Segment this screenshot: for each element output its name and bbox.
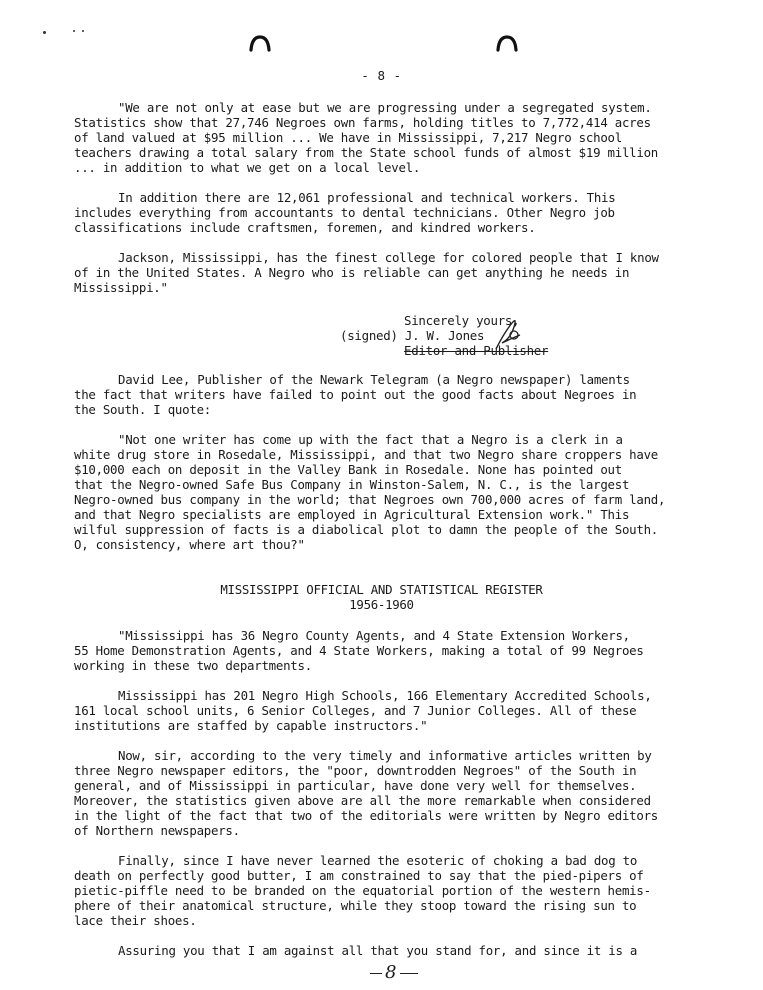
signature-name: J. W. Jones (404, 328, 485, 343)
letter-body-top (74, 100, 694, 310)
text-line: 161 local school units, 6 Senior Colleges, and 7 Junior Colleges. All of these (74, 703, 637, 718)
text-line: general, and of Mississippi in particular, have done very well for themselves. (74, 778, 637, 793)
text-line: that the Negro-owned Safe Bus Company in Winston-Salem, N. C., is the largest (74, 477, 630, 492)
text-line: includes everything from accountants to dental technicians. Other Negro job (74, 205, 615, 220)
paragraph (74, 190, 694, 235)
text-line: Statistics show that 27,746 Negroes own farms, holding titles to 7,772,414 acres (74, 115, 651, 130)
paragraph (74, 853, 694, 928)
text-line: "Mississippi has 36 Negro County Agents, and 4 State Extension Workers, (118, 628, 630, 643)
paragraph (74, 688, 694, 733)
paragraph (74, 943, 694, 958)
text-line: teachers drawing a total salary from the State school funds of almost $19 million (74, 145, 658, 160)
text-line: in the light of the fact that two of the editorials were written by Negro editors (74, 808, 658, 823)
text-line: Moreover, the statistics given above are all the more remarkable when considered (74, 793, 651, 808)
text-line: Mississippi has 201 Negro High Schools, 166 Elementary Accredited Schools, (118, 688, 652, 703)
text-line: working in these two departments. (74, 658, 312, 673)
signature-title: Editor and Publisher (404, 343, 549, 358)
dash-mark (370, 973, 382, 974)
text-line: $10,000 each on deposit in the Valley Bank in Rosedale. None has pointed out (74, 462, 622, 477)
letter-body-bottom (74, 628, 694, 973)
text-line: of Northern newspapers. (74, 823, 240, 838)
text-line: phere of their anatomical structure, while they stoop toward the rising sun to (74, 898, 637, 913)
text-line: wilful suppression of facts is a diabolical plot to damn the people of the South. (74, 522, 658, 537)
text-line: classifications include craftsmen, foremen, and kindred workers. (74, 220, 536, 235)
text-line: In addition there are 12,061 professional and technical workers. This (118, 190, 616, 205)
text-line: death on perfectly good butter, I am constrained to say that the pied-pipers of (74, 868, 644, 883)
text-line: Finally, since I have never learned the esoteric of choking a bad dog to (118, 853, 638, 868)
scan-speck (82, 30, 84, 32)
text-line: three Negro newspaper editors, the "poor, downtrodden Negroes" of the South in (74, 763, 637, 778)
text-line: Negro-owned bus company in the world; that Negroes own 700,000 acres of farm land, (74, 492, 666, 507)
text-line: of land valued at $95 million ... We have in Mississippi, 7,217 Negro school (74, 130, 622, 145)
text-line: David Lee, Publisher of the Newark Telegram (a Negro newspaper) laments (118, 372, 630, 387)
dash-mark (400, 973, 418, 974)
text-line: Assuring you that I am against all that you stand for, and since it is a (118, 943, 638, 958)
page-number: - 8 - (361, 68, 402, 83)
scan-speck (73, 30, 75, 32)
text-line: "Not one writer has come up with the fact that a Negro is a clerk in a (118, 432, 623, 447)
text-line: white drug store in Rosedale, Mississippi, and that two Negro share croppers have (74, 447, 658, 462)
text-line: pietic-piffle need to be branded on the equatorial portion of the western hemis- (74, 883, 651, 898)
handwritten-page-number: 8 (385, 962, 397, 983)
text-line: institutions are staffed by capable instructors." (74, 718, 428, 733)
paragraph (74, 628, 694, 673)
paragraph (74, 748, 694, 838)
binder-hole-mark-left (248, 34, 272, 52)
section-heading (0, 582, 763, 612)
paragraph (74, 432, 694, 552)
paragraph (74, 372, 694, 417)
signature-closing: Sincerely yours, (404, 313, 520, 328)
signature-block (340, 313, 548, 358)
section-heading-years: 1956-1960 (349, 597, 414, 612)
text-line: ... in addition to what we get on a local level. (74, 160, 421, 175)
signature-signed-prefix: (signed) (340, 328, 398, 343)
text-line: the fact that writers have failed to point out the good facts about Negroes in (74, 387, 637, 402)
text-line: Mississippi." (74, 280, 168, 295)
scan-speck (43, 31, 46, 34)
text-line: lace their shoes. (74, 913, 197, 928)
text-line: and that Negro specialists are employed in Agricultural Extension work." This (74, 507, 630, 522)
binder-hole-mark-right (495, 34, 519, 52)
text-line: Jackson, Mississippi, has the finest college for colored people that I know (118, 250, 659, 265)
text-line: 55 Home Demonstration Agents, and 4 State Workers, making a total of 99 Negroes (74, 643, 644, 658)
paragraph (74, 100, 694, 175)
text-line: Now, sir, according to the very timely and informative articles written by (118, 748, 652, 763)
handwritten-mark-icon (490, 313, 530, 356)
text-line: O, consistency, where art thou?" (74, 537, 305, 552)
text-line: "We are not only at ease but we are progressing under a segregated system. (118, 100, 652, 115)
section-heading-title: MISSISSIPPI OFFICIAL AND STATISTICAL REGISTER (220, 582, 543, 597)
handwritten-page-mark (370, 962, 418, 983)
text-line: the South. I quote: (74, 402, 211, 417)
text-line: of in the United States. A Negro who is reliable can get anything he needs in (74, 265, 630, 280)
letter-body-middle (74, 372, 694, 567)
paragraph (74, 250, 694, 295)
